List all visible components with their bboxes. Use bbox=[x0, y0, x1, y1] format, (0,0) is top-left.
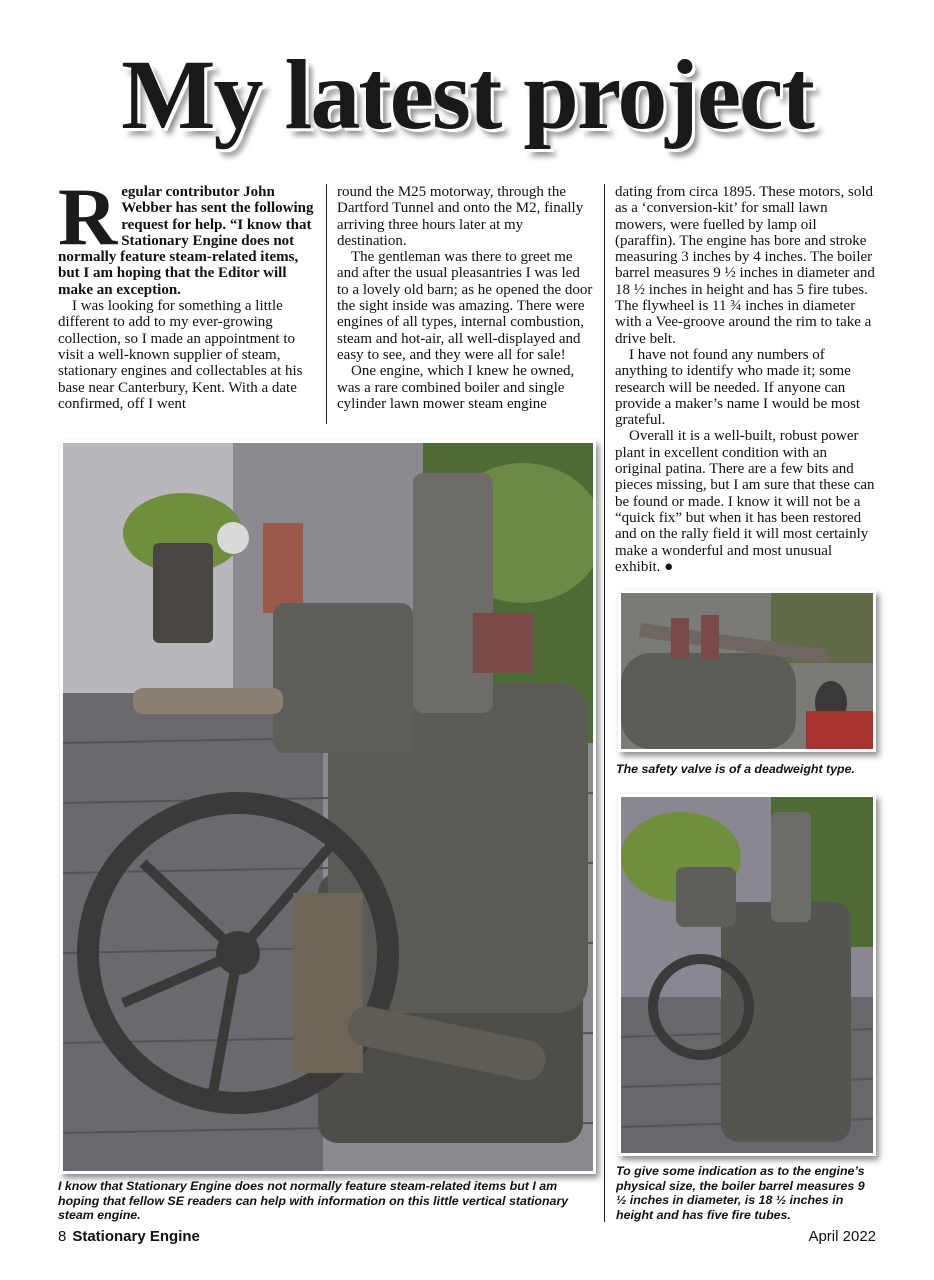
intro-text: egular contributor John Webber has sent the following request for help. “I know that Stationary Engine does not normally feature steam-related items, but I am hoping that the Editor will make an exception. bbox=[58, 184, 314, 298]
body-paragraph: Overall it is a well-built, robust power plant in excellent condition with an original patina. There are a few bits and pieces missing, but I am sure that these can be found or made. I know it will not be a “quick fix” but when it has been restored and on the rally field it will most certainly make a wonderful and most unusual exhibit. ● bbox=[615, 428, 875, 575]
safety-valve-illustration bbox=[621, 593, 873, 749]
safety-valve-photo bbox=[618, 590, 876, 752]
intro-paragraph bbox=[58, 171, 316, 298]
safety-valve-caption: The safety valve is of a deadweight type. bbox=[616, 762, 855, 776]
body-paragraph: dating from circa 1895. These motors, sold as a ‘conversion-kit’ for small lawn mowers, were fuelled by lamp oil (paraffin). The engine has bore and stroke measuring 3 inches by 4 inches. The boiler barrel measures 9 ½ inches in diameter and 18 ½ inches in height and has 5 fire tubes. The flywheel is 11 ¾ inches in diameter with a Vee-groove around the rim to take a drive belt. bbox=[615, 184, 875, 347]
body-paragraph: round the M25 motorway, through the Dartford Tunnel and onto the M2, finally arriving three hours later at my destination. bbox=[337, 184, 584, 249]
page-title: My latest project bbox=[121, 39, 813, 150]
drop-cap: R bbox=[58, 171, 118, 262]
magazine-name: Stationary Engine bbox=[72, 1228, 200, 1245]
end-mark: ● bbox=[664, 558, 674, 575]
body-paragraph: I have not found any numbers of anything to identify who made it; some research will be needed. If anyone can provide a maker’s name I would be most grateful. bbox=[615, 346, 861, 429]
engine-size-caption: To give some indication as to the engine’s physical size, the boiler barrel measures 9 ½ inches in diameter, is 18 ½ inches in height and has five fire tubes. bbox=[616, 1164, 865, 1222]
body-paragraph: One engine, which I knew he owned, was a rare combined boiler and single cylinder lawn mower steam engine bbox=[337, 363, 575, 412]
article-column-1 bbox=[58, 171, 316, 412]
column-divider bbox=[326, 184, 327, 424]
main-engine-photo bbox=[60, 440, 596, 1174]
page-number: 8 bbox=[58, 1228, 67, 1245]
page-footer-left bbox=[58, 1228, 200, 1245]
issue-date: April 2022 bbox=[808, 1228, 876, 1245]
engine-size-illustration bbox=[621, 797, 873, 1153]
body-paragraph: The gentleman was there to greet me and after the usual pleasantries I was led to a lovely old barn; as he opened the door the sight inside was amazing. There were engines of all types, internal combustion, steam and hot-air, all well-displayed and easy to see, and they were all for sale! bbox=[337, 249, 593, 363]
engine-size-photo bbox=[618, 794, 876, 1156]
article-column-3 bbox=[615, 184, 877, 575]
body-paragraph: I was looking for something a little different to add to my ever-growing collection, so I made an appointment to visit a well-known supplier of steam, stationary engines and collectables at his base near Canterbury, Kent. With a date confirmed, off I went bbox=[58, 298, 303, 412]
main-photo-caption: I know that Stationary Engine does not normally feature steam-related items but I am hoping that fellow SE readers can help with information on this little vertical stationary steam engine. bbox=[58, 1179, 569, 1222]
steam-engine-illustration bbox=[63, 443, 593, 1171]
column-divider bbox=[604, 184, 605, 1222]
article-column-2 bbox=[337, 184, 595, 412]
